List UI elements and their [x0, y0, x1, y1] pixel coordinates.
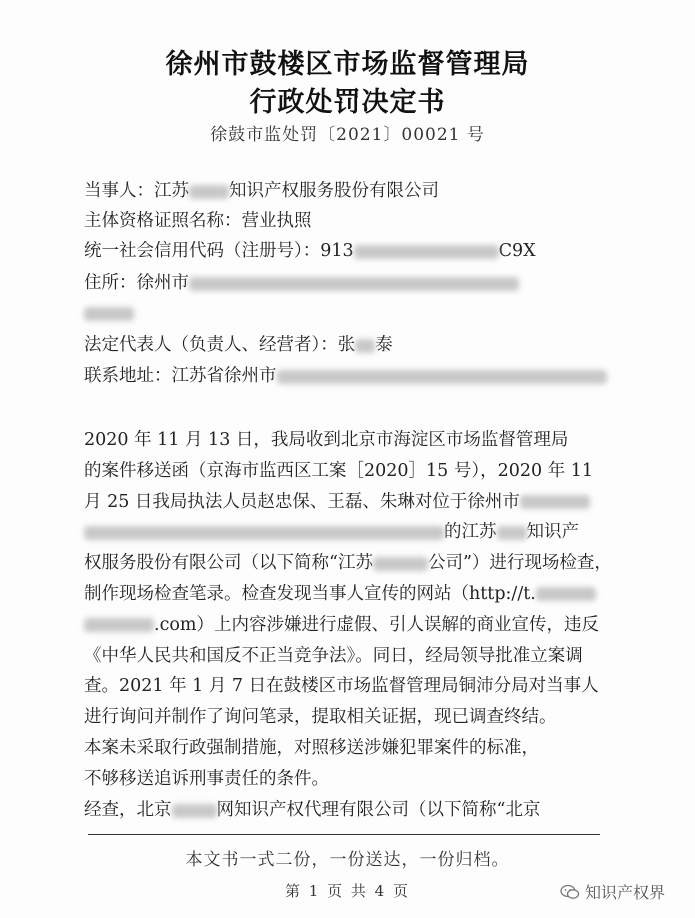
- paragraph-facts: [84, 425, 614, 733]
- text-span: 权服务股份有限公司（以下简称“江苏: [84, 553, 373, 574]
- text-line: [84, 610, 614, 641]
- legal-representative-line: [84, 332, 393, 358]
- redaction: [373, 557, 428, 571]
- text-span: 知识产: [526, 522, 579, 543]
- paragraph-findings: [84, 795, 614, 826]
- document-number: 徐鼓市监处罚〔2021〕00021 号: [210, 125, 485, 145]
- text-line: 2020 年 11 月 13 日，我局收到北京市海淀区市场监督管理局: [84, 430, 569, 450]
- address-label: 住所：徐州市: [84, 273, 189, 293]
- text-span: .com）上内容涉嫌进行虚假、引人误解的商业宣传，违反: [154, 614, 599, 635]
- text-line: 查。2021 年 1 月 7 日在鼓楼区市场监督管理局铜沛分局对当事人: [84, 676, 599, 697]
- party-line: [84, 178, 439, 204]
- redaction: [355, 339, 375, 353]
- redaction: [84, 526, 444, 540]
- license-type-line: 主体资格证照名称：营业执照: [84, 211, 312, 231]
- redaction: [354, 245, 499, 259]
- redaction: [277, 370, 607, 384]
- redaction: [84, 307, 134, 321]
- redaction: [497, 526, 527, 540]
- redaction: [84, 618, 154, 632]
- watermark: [560, 880, 665, 903]
- wechat-icon: [560, 884, 580, 900]
- legal-rep-name: 泰: [375, 335, 393, 355]
- text-line: 《中华人民共和国反不正当竞争法》。同日，经局领导批准立案调: [84, 645, 583, 666]
- credit-code-tail: C9X: [498, 241, 536, 261]
- text-span: 制作现场检查笔录。检查发现当事人宣传的网站（http://t.: [84, 583, 536, 604]
- watermark-text: 知识产权界: [585, 883, 666, 902]
- text-line: 的案件移送函（京海市监西区工案［2020］15 号），2020 年 11: [84, 460, 594, 481]
- text-span: 网知识产权代理有限公司（以下简称“北京: [216, 800, 541, 820]
- address-line: [84, 270, 519, 296]
- redaction: [536, 587, 596, 601]
- address-line-2: [84, 300, 134, 326]
- credit-code-label: 统一社会信用代码（注册号）：913: [84, 241, 354, 261]
- text-span: 经查，北京: [84, 800, 172, 820]
- document-title: 行政处罚决定书: [249, 87, 446, 118]
- issuing-authority-title: 徐州市鼓楼区市场监督管理局: [165, 49, 530, 80]
- redaction: [172, 804, 217, 818]
- copies-note: 本文书一式二份，一份送达，一份归档。: [185, 850, 510, 870]
- footer-divider: [88, 834, 600, 835]
- legal-rep-label: 法定代表人（负责人、经营者）：张: [84, 335, 356, 355]
- contact-label: 联系地址：江苏省徐州市: [84, 366, 277, 386]
- text-line: [84, 548, 614, 579]
- text-line: [84, 487, 614, 518]
- text-line: [84, 579, 614, 610]
- contact-address-line: [84, 363, 607, 389]
- text-line: [84, 517, 614, 548]
- redaction: [189, 185, 229, 199]
- credit-code-line: [84, 238, 536, 264]
- text-line: [84, 795, 614, 826]
- text-span: 的江苏: [444, 522, 497, 543]
- text-span: 公司”）进行现场检查，: [427, 553, 612, 574]
- page-number: 第 1 页 共 4 页: [285, 882, 410, 900]
- text-line: 进行询问并制作了询问笔录，提取相关证据，现已调查终结。: [84, 707, 557, 728]
- text-span: 月 25 日我局执法人员赵忠保、王磊、朱琳对位于徐州市: [84, 491, 520, 512]
- redaction: [520, 495, 590, 509]
- party-label: 当事人：江苏: [84, 181, 189, 201]
- paragraph-enforcement: [84, 733, 614, 795]
- text-line: 不够移送追诉刑事责任的条件。: [84, 768, 329, 789]
- text-line: 本案未采取行政强制措施，对照移送涉嫌犯罪案件的标准，: [84, 738, 539, 758]
- redaction: [189, 277, 519, 291]
- party-name: 知识产权服务股份有限公司: [229, 181, 439, 201]
